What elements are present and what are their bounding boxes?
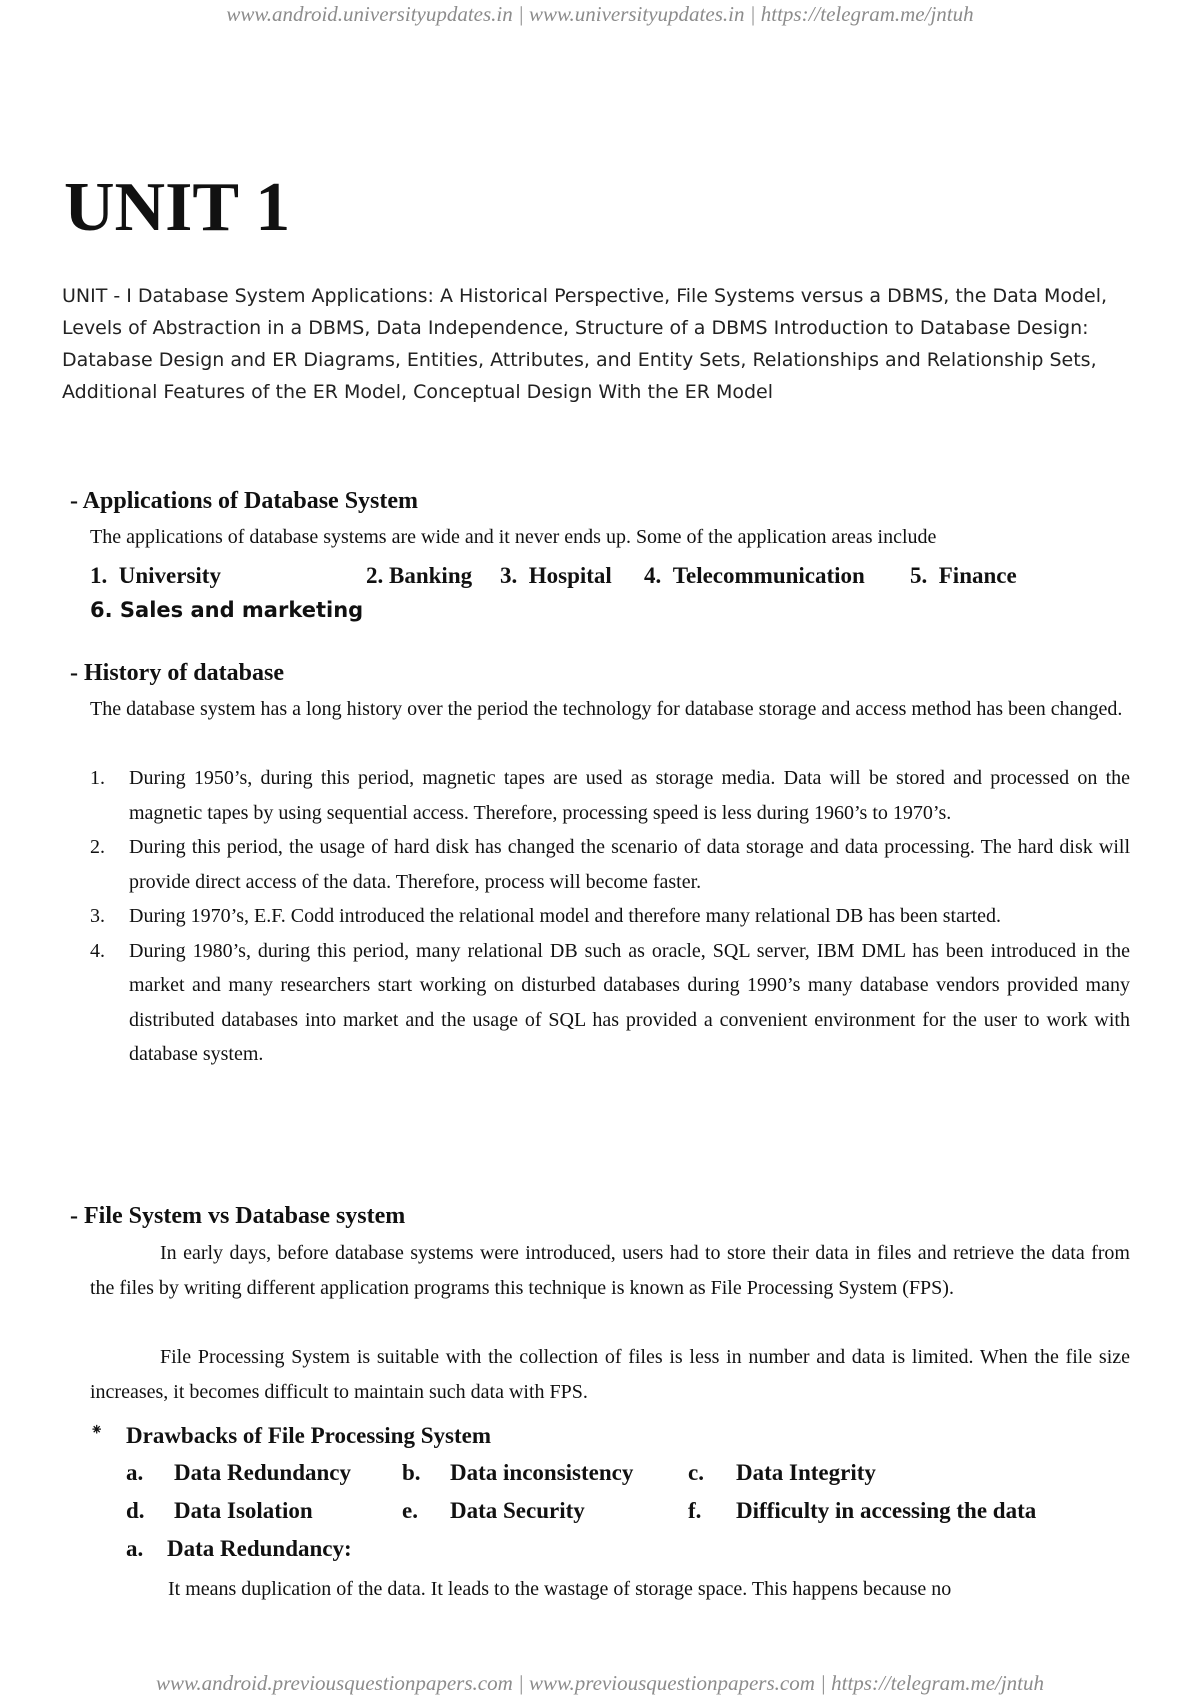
filesystem-para-1: In early days, before database systems were introduced, users had to store their data in files and retrieve the data from the files by writing different application programs this technique is known as File Processing System (FPS). xyxy=(90,1242,1130,1299)
list-text: During 1950’s, during this period, magnetic tapes are used as storage media. Data will be stored and processed on the magnetic tapes by using sequential access. Therefore, processing speed is less during 1960’s to 1970’s. xyxy=(129,767,1130,824)
drawback-label: Data Security xyxy=(450,1498,585,1523)
drawback-letter: a. xyxy=(126,1460,144,1485)
app-item-label: Banking xyxy=(389,563,473,588)
subsection-letter: a. xyxy=(126,1536,144,1561)
subsection-heading: Data Redundancy: xyxy=(167,1536,352,1561)
history-heading: - History of database xyxy=(70,660,284,686)
app-item-6: 6. Sales and marketing xyxy=(90,598,364,622)
list-text: During this period, the usage of hard disk has changed the scenario of data storage and data processing. The hard disk will provide direct access of the data. Therefore, process will become faster. xyxy=(129,836,1130,893)
list-item xyxy=(90,761,1130,830)
list-number: 2. xyxy=(90,836,105,858)
history-intro: The database system has a long history over the period the technology for database storage and access method has been changed. xyxy=(90,698,1123,720)
page-footer: www.android.previousquestionpapers.com | www.previousquestionpapers.com | https://telegram.me/jntuh xyxy=(155,1671,1045,1695)
drawback-label: Data Redundancy xyxy=(174,1460,352,1485)
page-header: www.android.universityupdates.in | www.universityupdates.in | https://telegram.me/jntuh xyxy=(226,2,974,26)
app-item-label: University xyxy=(118,563,221,588)
list-text: During 1980’s, during this period, many relational DB such as oracle, SQL server, IBM DML has been introduced in the market and many researchers start working on disturbed databases during 1990’s many database vendors provided many distributed databases into market and the usage of SQL has provided a convenient environment for the user to work with database system. xyxy=(129,939,1130,1065)
applications-heading: - Applications of Database System xyxy=(70,488,419,514)
drawback-label: Difficulty in accessing the data xyxy=(736,1498,1037,1523)
app-item-2 xyxy=(366,563,472,589)
list-item xyxy=(90,934,1130,1072)
app-item-number: 4. xyxy=(644,563,662,588)
applications-intro: The applications of database systems are wide and it never ends up. Some of the application areas include xyxy=(90,526,937,548)
app-item-3 xyxy=(500,563,612,589)
app-item-number: 3. xyxy=(500,563,518,588)
list-text: During 1970’s, E.F. Codd introduced the relational model and therefore many relational DB has been started. xyxy=(129,905,1002,927)
app-item-1 xyxy=(90,563,221,589)
drawbacks-heading: Drawbacks of File Processing System xyxy=(126,1423,491,1448)
list-number: 4. xyxy=(90,939,105,962)
app-item-label: Hospital xyxy=(528,563,612,588)
app-item-4 xyxy=(644,563,865,589)
drawback-label: Data Integrity xyxy=(736,1460,876,1485)
drawback-letter: c. xyxy=(688,1460,704,1485)
filesystem-heading: - File System vs Database system xyxy=(70,1203,406,1229)
subsection-text: It means duplication of the data. It leads to the wastage of storage space. This happens because no xyxy=(168,1578,952,1600)
drawback-letter: b. xyxy=(402,1460,421,1485)
drawback-letter: f. xyxy=(688,1498,702,1523)
app-item-5 xyxy=(910,563,1017,589)
app-item-number: 5. xyxy=(910,563,928,588)
filesystem-para-2: File Processing System is suitable with the collection of files is less in number and data is limited. When the file size increases, it becomes difficult to maintain such data with FPS. xyxy=(90,1346,1130,1403)
list-number: 3. xyxy=(90,905,105,927)
app-item-label: Finance xyxy=(938,563,1017,588)
unit-title: UNIT 1 xyxy=(64,169,291,246)
drawback-letter: e. xyxy=(402,1498,418,1523)
bullet-icon: ⁕ xyxy=(90,1420,104,1439)
list-item xyxy=(90,899,1130,934)
app-item-number: 1. xyxy=(90,563,108,588)
history-list xyxy=(90,761,1130,1072)
list-number: 1. xyxy=(90,767,105,789)
drawback-letter: d. xyxy=(126,1498,145,1523)
drawback-label: Data Isolation xyxy=(174,1498,313,1523)
app-item-label: Telecommunication xyxy=(672,563,865,588)
drawback-label: Data inconsistency xyxy=(450,1460,634,1485)
syllabus-text: UNIT - I Database System Applications: A Historical Perspective, File Systems versus a DBMS, the Data Model, Levels of Abstraction in a DBMS, Data Independence, Structure of a DBMS Introduction to Database Design: Database Design and ER Diagrams, Entities, Attributes, and Entity Sets, Relationships and Relationship Sets, Additional Features of the ER Model, Conceptual Design With the ER Model xyxy=(62,285,1108,403)
list-item xyxy=(90,830,1130,899)
app-item-number: 2. xyxy=(366,563,384,588)
